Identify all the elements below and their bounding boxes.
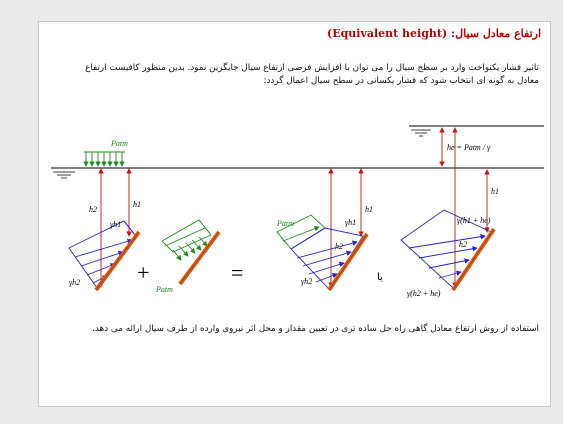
intro-paragraph: تاثیر فشار یکنواخت وارد بر سطح سیال را می توان با افزایش فرضی ارتفاع سیال جایگزین نمود. بدین منظور کافیست ارتفاع معادل به گونه ای انتخاب شود که فشار یکسانی در سطح سیال اعمال گردد:	[85, 63, 539, 86]
free-surface	[51, 168, 544, 178]
g-h1-he-label: γ(h1 + he)	[457, 216, 491, 225]
patm-surface-label: Patm	[111, 139, 128, 148]
h2-label-4: h2	[459, 240, 467, 249]
h1-label-3: h1	[365, 205, 373, 214]
patm-label-2: Patm	[156, 285, 173, 294]
gh1-label-1: γh1	[110, 220, 122, 229]
h2-label-1: h2	[89, 205, 97, 214]
equals-sign: =	[231, 260, 244, 285]
slide-page	[38, 21, 551, 407]
panel-equivalent	[401, 128, 499, 298]
slide-title: ارتفاع معادل سیال: (Equivalent height)	[326, 27, 541, 40]
equivalent-height-diagram	[39, 22, 552, 312]
g-h2-he-label: γ(h2 + he)	[407, 289, 441, 298]
gh2-label-1: γh2	[69, 278, 81, 287]
gh2-label-3: γh2	[301, 277, 313, 286]
panel-atm-pressure	[155, 220, 219, 294]
h1-label-1: h1	[133, 200, 141, 209]
he-formula-label: he = Patm / γ	[447, 143, 491, 152]
h1-label-4: h1	[491, 187, 499, 196]
panel-combined	[276, 169, 373, 290]
h2-label-3: h2	[335, 242, 343, 251]
equivalent-surface	[409, 126, 544, 166]
plus-sign: +	[137, 260, 150, 285]
gh1-label-3: γh1	[345, 218, 357, 227]
or-label: یا	[377, 272, 383, 283]
conclusion-paragraph: استفاده از روش ارتفاع معادل گاهی راه حل ساده تری در تعیین مقدار و محل اثر نیروی وارده از طرف سیال ارائه می دهد.	[92, 324, 539, 334]
panel-fluid-pressure	[69, 139, 141, 290]
patm-label-3: Patm	[277, 219, 294, 228]
